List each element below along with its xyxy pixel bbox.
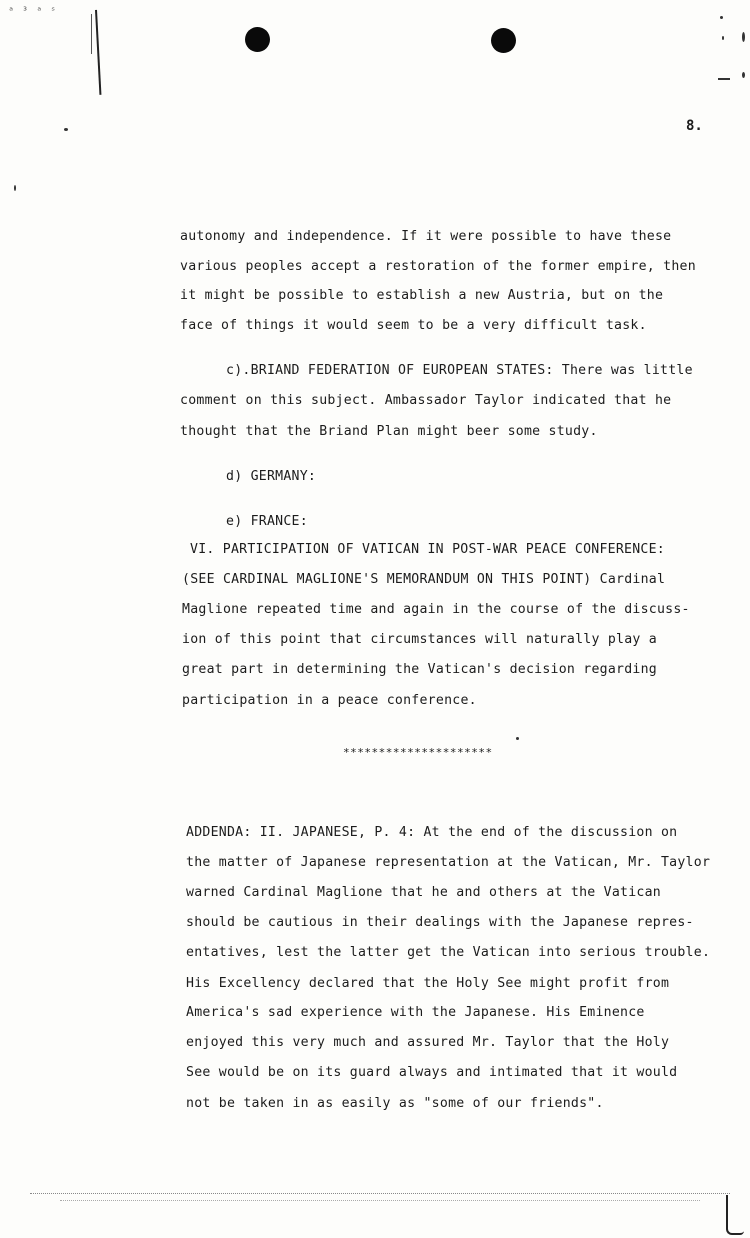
addenda-line: See would be on its guard always and intimated that it would — [186, 1065, 678, 1080]
section-c-line: thought that the Briand Plan might beer some study. — [180, 424, 598, 439]
addenda-line: His Excellency declared that the Holy See might profit from — [186, 976, 670, 991]
punch-hole-right — [491, 28, 516, 53]
section-c-line: comment on this subject. Ambassador Taylor indicated that he — [180, 393, 672, 408]
addenda-line: not be taken in as easily as "some of our friends". — [186, 1096, 604, 1111]
addenda-line: the matter of Japanese representation at the Vatican, Mr. Taylor — [186, 855, 711, 870]
scan-speck — [742, 32, 745, 42]
scan-edge-noise — [60, 1200, 700, 1203]
section-vi-line: VI. PARTICIPATION OF VATICAN IN POST-WAR PEACE CONFERENCE: — [190, 542, 665, 557]
scan-speck — [742, 72, 745, 78]
scan-edge-noise — [30, 1193, 730, 1196]
scan-speck — [14, 185, 16, 191]
page-number: 8. — [686, 118, 703, 134]
addenda-line: entatives, lest the latter get the Vatican into serious trouble. — [186, 945, 711, 960]
scan-speck — [516, 737, 519, 740]
section-e-heading: e) FRANCE: — [226, 514, 308, 529]
corner-mark: ᵃ ³ ᵃ ˢ — [8, 6, 58, 17]
section-d-heading: d) GERMANY: — [226, 469, 317, 484]
scan-speck — [720, 16, 723, 19]
punch-hole-left — [245, 27, 270, 52]
section-vi-line: (SEE CARDINAL MAGLIONE'S MEMORANDUM ON THIS POINT) Cardinal — [182, 572, 666, 587]
section-vi-line: great part in determining the Vatican's decision regarding — [182, 662, 657, 677]
addenda-line: warned Cardinal Maglione that he and others at the Vatican — [186, 885, 661, 900]
page-corner-mark — [726, 1195, 744, 1235]
section-c-line: c).BRIAND FEDERATION OF EUROPEAN STATES: There was little — [226, 363, 693, 378]
addenda-line: America's sad experience with the Japanese. His Eminence — [186, 1005, 645, 1020]
scan-speck — [722, 36, 724, 40]
paragraph-line: autonomy and independence. If it were possible to have these — [180, 229, 672, 244]
margin-pen-line — [95, 10, 101, 95]
scan-speck — [718, 78, 730, 80]
margin-pen-line-secondary — [91, 14, 92, 54]
addenda-line: enjoyed this very much and assured Mr. Taylor that the Holy — [186, 1035, 670, 1050]
scan-speck — [64, 128, 68, 131]
section-vi-line: participation in a peace conference. — [182, 693, 477, 708]
addenda-line: should be cautious in their dealings with the Japanese repres- — [186, 915, 694, 930]
addenda-line: ADDENDA: II. JAPANESE, P. 4: At the end of the discussion on — [186, 825, 678, 840]
section-vi-line: ion of this point that circumstances will naturally play a — [182, 632, 657, 647]
paragraph-line: it might be possible to establish a new Austria, but on the — [180, 288, 664, 303]
paragraph-line: face of things it would seem to be a very difficult task. — [180, 318, 647, 333]
section-vi-line: Maglione repeated time and again in the course of the discuss- — [182, 602, 690, 617]
section-separator: ********************* — [343, 746, 493, 759]
paragraph-line: various peoples accept a restoration of the former empire, then — [180, 259, 696, 274]
